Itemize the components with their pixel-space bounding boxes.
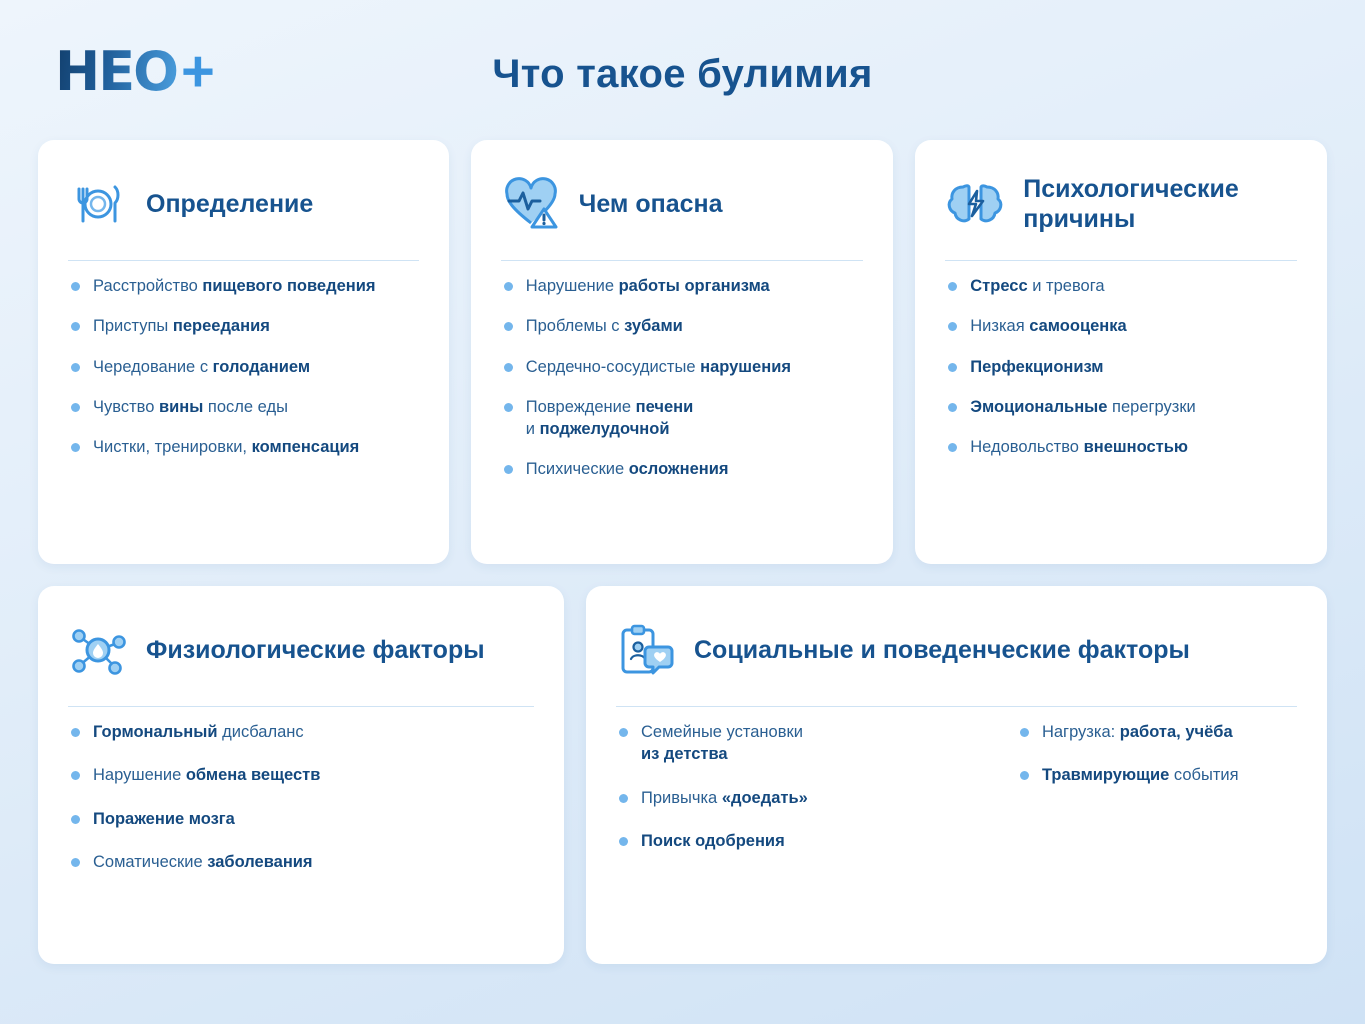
clipboard-chat-icon <box>616 620 676 680</box>
divider <box>68 706 534 707</box>
bullet-list-left <box>616 721 983 873</box>
list-item: Психические осложнения <box>501 458 864 480</box>
list-item: Стресс и тревога <box>945 275 1297 297</box>
list-item: Нарушение обмена веществ <box>68 764 534 786</box>
cards-row-bottom <box>0 564 1365 964</box>
list-item: Проблемы с зубами <box>501 315 864 337</box>
card-title: Определение <box>146 190 314 218</box>
list-item: Травмирующие события <box>1017 764 1297 786</box>
logo-plus-icon: + <box>181 39 215 104</box>
card-title: Физиологические факторы <box>146 636 485 664</box>
bullet-list <box>501 275 864 481</box>
list-item: Сердечно-сосудистые нарушения <box>501 356 864 378</box>
brain-lightning-icon <box>945 174 1005 234</box>
list-item: Перфекционизм <box>945 356 1297 378</box>
cards-row-top <box>0 140 1365 564</box>
list-item: Поиск одобрения <box>616 830 983 852</box>
list-item: Расстройство пищевого поведения <box>68 275 419 297</box>
list-item: Гормональный дисбаланс <box>68 721 534 743</box>
list-item: Приступы переедания <box>68 315 419 337</box>
card-physiological-factors <box>38 586 564 964</box>
divider <box>501 260 864 261</box>
bullet-list-right <box>1017 721 1297 873</box>
card-title: Психологические причины <box>1023 175 1239 233</box>
molecule-icon <box>68 620 128 680</box>
list-item: Чередование с голоданием <box>68 356 419 378</box>
bullet-list <box>945 275 1297 458</box>
page-header <box>0 0 1365 140</box>
logo-text: HEO <box>55 40 177 103</box>
list-item: Нарушение работы организма <box>501 275 864 297</box>
divider <box>68 260 419 261</box>
card-header <box>501 166 864 242</box>
list-item: Нагрузка: работа, учёба <box>1017 721 1297 743</box>
list-item: Эмоциональные перегрузки <box>945 396 1297 418</box>
card-title: Чем опасна <box>578 190 723 218</box>
list-item: Чистки, тренировки, компенсация <box>68 436 419 458</box>
list-item: Недовольство внешностью <box>945 436 1297 458</box>
card-danger <box>471 140 894 564</box>
list-item: Соматические заболевания <box>68 851 534 873</box>
divider <box>616 706 1297 707</box>
bullet-list <box>68 275 419 458</box>
list-item: Низкая самооценка <box>945 315 1297 337</box>
card-header <box>68 166 419 242</box>
divider <box>945 260 1297 261</box>
card-social-behavioral-factors <box>586 586 1327 964</box>
heart-pulse-warning-icon <box>501 174 561 234</box>
list-item: Повреждение печени и поджелудочной <box>501 396 864 441</box>
card-header <box>68 612 534 688</box>
list-item: Привычка «доедать» <box>616 787 983 809</box>
two-column-lists <box>616 721 1297 873</box>
page-title: Что такое булимия <box>492 52 873 96</box>
cutlery-plate-icon <box>68 174 128 234</box>
card-definition <box>38 140 449 564</box>
bullet-list <box>68 721 534 873</box>
card-psychological-causes <box>915 140 1327 564</box>
card-header <box>945 166 1297 242</box>
list-item: Семейные установки из детства <box>616 721 983 766</box>
card-title: Социальные и поведенческие факторы <box>694 636 1190 664</box>
list-item: Поражение мозга <box>68 808 534 830</box>
card-header <box>616 612 1297 688</box>
list-item: Чувство вины после еды <box>68 396 419 418</box>
